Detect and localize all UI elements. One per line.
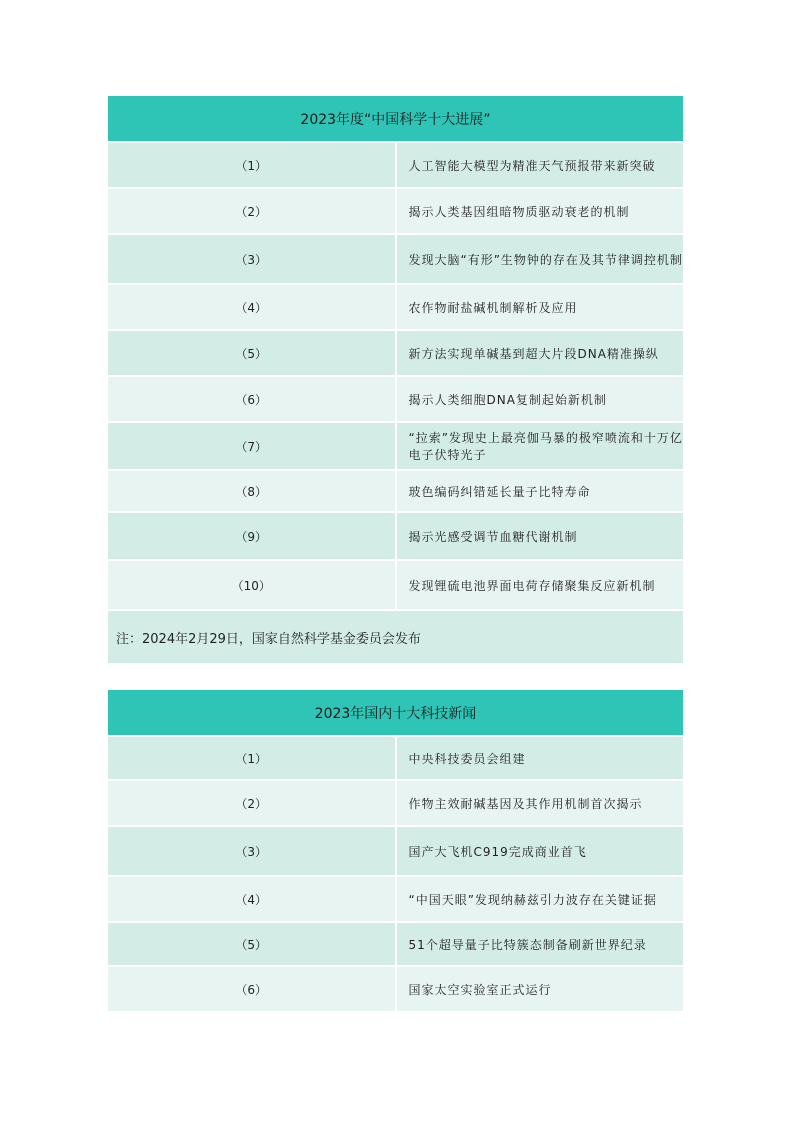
row-text: 人工智能大模型为精准天气预报带来新突破 [396, 142, 684, 188]
table-row [108, 234, 683, 284]
row-text: 揭示光感受调节血糖代谢机制 [396, 512, 684, 560]
table-row [108, 470, 683, 512]
row-number: （2） [108, 780, 396, 826]
row-number: （7） [108, 422, 396, 470]
row-number: （9） [108, 512, 396, 560]
table-row [108, 560, 683, 610]
row-number: （1） [108, 736, 396, 780]
row-text: 发现锂硫电池界面电荷存储聚集反应新机制 [396, 560, 684, 610]
row-text: 农作物耐盐碱机制解析及应用 [396, 284, 684, 330]
table-row [108, 826, 683, 876]
table-header [108, 96, 683, 142]
row-number: （6） [108, 376, 396, 422]
table-row [108, 422, 683, 470]
row-text: 揭示人类基因组暗物质驱动衰老的机制 [396, 188, 684, 234]
table-row [108, 780, 683, 826]
row-number: （1） [108, 142, 396, 188]
table-note-row [108, 610, 683, 664]
row-number: （5） [108, 922, 396, 966]
row-text: 国家太空实验室正式运行 [396, 966, 684, 1012]
table-row [108, 188, 683, 234]
row-number: （3） [108, 234, 396, 284]
row-number: （3） [108, 826, 396, 876]
row-number: （6） [108, 966, 396, 1012]
table-row [108, 876, 683, 922]
row-number: （5） [108, 330, 396, 376]
science-advances-table [108, 96, 683, 665]
row-text: “拉索”发现史上最亮伽马暴的极窄喷流和十万亿电子伏特光子 [396, 422, 684, 470]
row-number: （4） [108, 284, 396, 330]
row-text: 中央科技委员会组建 [396, 736, 684, 780]
row-text: 国产大飞机C919完成商业首飞 [396, 826, 684, 876]
row-text: 新方法实现单碱基到超大片段DNA精准操纵 [396, 330, 684, 376]
row-text: 揭示人类细胞DNA复制起始新机制 [396, 376, 684, 422]
table-header [108, 690, 683, 736]
table-row [108, 376, 683, 422]
row-text: 玻色编码纠错延长量子比特寿命 [396, 470, 684, 512]
tech-news-table [108, 690, 683, 1013]
row-number: （4） [108, 876, 396, 922]
table-row [108, 922, 683, 966]
table-row [108, 512, 683, 560]
row-text: 作物主效耐碱基因及其作用机制首次揭示 [396, 780, 684, 826]
table-title: 2023年度“中国科学十大进展” [108, 96, 683, 142]
table-row [108, 284, 683, 330]
table-row [108, 736, 683, 780]
row-number: （8） [108, 470, 396, 512]
row-text: 发现大脑“有形”生物钟的存在及其节律调控机制 [396, 234, 684, 284]
table-row [108, 966, 683, 1012]
table-row [108, 330, 683, 376]
table-note: 注：2024年2月29日，国家自然科学基金委员会发布 [108, 610, 683, 664]
table-row [108, 142, 683, 188]
row-text: “中国天眼”发现纳赫兹引力波存在关键证据 [396, 876, 684, 922]
row-number: （2） [108, 188, 396, 234]
table-title: 2023年国内十大科技新闻 [108, 690, 683, 736]
row-number: （10） [108, 560, 396, 610]
row-text: 51个超导量子比特簇态制备刷新世界纪录 [396, 922, 684, 966]
